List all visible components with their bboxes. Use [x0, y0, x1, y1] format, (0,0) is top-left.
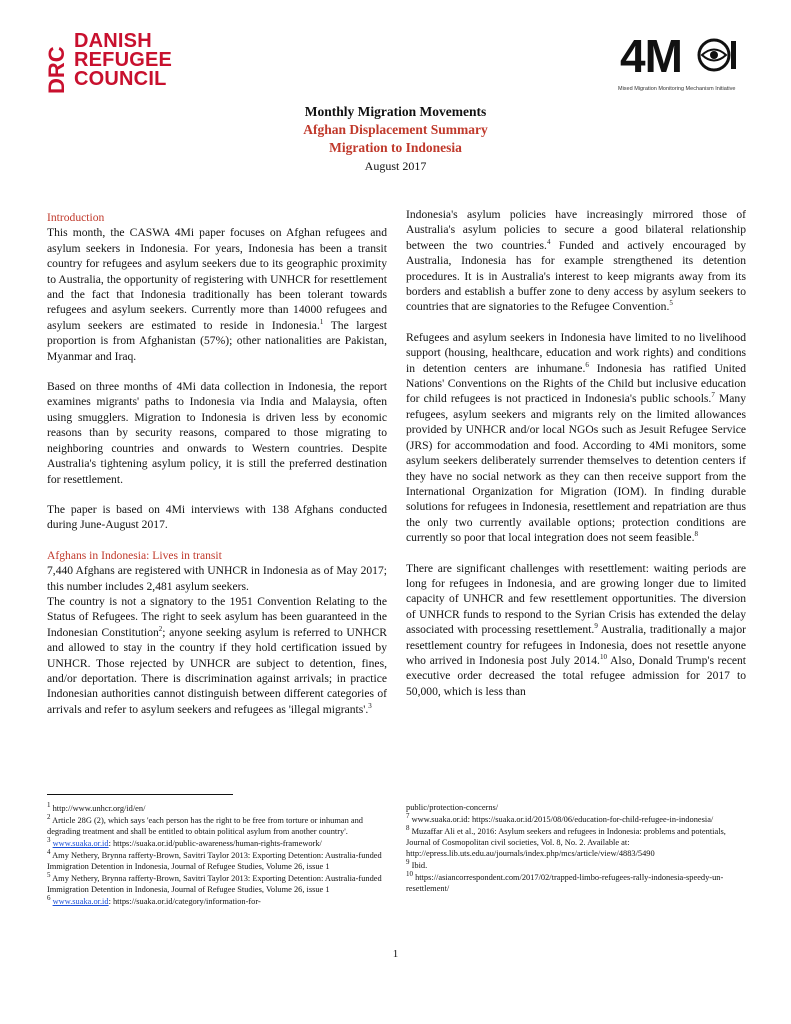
footnote-number: 10: [406, 870, 413, 879]
footnote: [47, 873, 387, 895]
footnote-ref: 1: [319, 317, 324, 326]
section2-paragraph-1: 7,440 Afghans are registered with UNHCR in Indonesia as of May 2017; this number includes 2,481 asylum seekers.: [47, 564, 387, 593]
right-paragraph-1: Indonesia's asylum policies have increasingly mirrored those of Australia's asylum policies to secure a good bilateral relationship between the two countries.$^4$ Funded and actively encouraged by Australia, Indonesia has for example strengthened its detention procedures. It is in Australia's interest to keep migrants away from its borders and establish a buffer zone to deny access by asylum seekers to countries that are signatories to the Refugee Convention.$^5$: [406, 208, 746, 314]
footnote-ref: 8: [694, 530, 698, 539]
footnote-ref: 2: [158, 624, 163, 633]
footnote-ref: 9: [594, 622, 598, 631]
footnote-text: : https://suaka.or.id/public-awareness/human-rights-framework/: [108, 839, 322, 848]
footnotes-left: [47, 803, 387, 908]
footnote-text: Amy Nethery, Brynna rafferty-Brown, Savitri Taylor 2013: Exporting Detention: Australia-funded Immigration Detention in Indonesia, Journal of Refugee Studies, Volume 26, issue 1: [47, 874, 382, 894]
footnote-ref: 3: [368, 701, 372, 710]
footnote-number: 2: [47, 813, 51, 822]
footnote-number: 1: [47, 801, 51, 810]
footnote-ref: 4: [546, 237, 551, 246]
section2-heading: Afghans in Indonesia: Lives in transit: [47, 548, 222, 562]
intro-paragraph-1: This month, the CASWA 4Mi paper focuses on Afghan refugees and asylum seekers in Indonesia. For years, Indonesia has been a transit country for refugees and asylum seekers due to its geographic proximity to Australia, the opportunity of registering with UNHCR for resettlement and the fact that Indonesia traditionally has been tolerant towards refugees and asylum seekers. Currently more than 14000 refugees and asylum seekers are estimated to reside in Indonesia.$^1$ The largest proportion is from Afghanistan (57%); other nationalities are Pakistan, Myanmar and Iraq.: [47, 226, 388, 363]
eye-icon: [692, 38, 742, 72]
footnote-ref: 5: [669, 299, 673, 308]
footnote-text: Amy Nethery, Brynna rafferty-Brown, Savitri Taylor 2013: Exporting Detention: Australia-funded Immigration Detention in Indonesia, Journal of Refugee Studies, Volume 26, issue 1: [47, 851, 382, 871]
footnote-ref: 6: [585, 360, 589, 369]
footnote-number: 4: [47, 848, 51, 857]
4mi-logo: [618, 28, 758, 98]
page-number: 1: [392, 948, 399, 960]
footnote-text: : https://suaka.or.id/category/information-for-: [108, 897, 261, 906]
intro-paragraph-2: Based on three months of 4Mi data collection in Indonesia, the report examines migrants' paths to Indonesia via India and Malaysia, often using smugglers. Migration to Indonesia is driven less by economic reasons than by security reasons, compared to those migrating to neighboring countries and onwards to Western countries. Despite Australia's tightening asylum policy, it is still the preferred destination for resettlement.: [47, 380, 387, 486]
title-block: [0, 103, 791, 175]
footnote-ref: 10: [599, 653, 607, 662]
footnote: [406, 802, 746, 813]
footnote: [406, 814, 746, 825]
footnote-number: 8: [406, 824, 410, 833]
footnotes-right: [406, 802, 746, 895]
svg-text:DRC: DRC: [44, 46, 69, 94]
section2-paragraph-2: The country is not a signatory to the 1951 Convention Relating to the Status of Refugees. The right to seek asylum has been guaranteed in the Indonesian Constitution$^2$; anyone seeking asylum is referred to UNHCR and allowed to stay in the country if they hold certification issued by UNHCR. Those rejected by UNHCR are subject to detention, fines, and/or deportation. There is discrimination against arrivals; in practice Indonesian authorities cannot distinguish between different categories of arrivals and refer to asylum seekers and refugees as 'illegal migrants'.$^3$: [47, 594, 387, 716]
footnote-text: www.suaka.or.id: https://suaka.or.id/2015/08/06/education-for-child-refugee-in-indonesia/: [409, 815, 714, 824]
footnote-link[interactable]: www.suaka.or.id: [52, 839, 109, 848]
footnote-text: Ibid.: [409, 861, 428, 870]
drc-name-line1: DANISH: [74, 30, 152, 52]
left-column: [47, 210, 387, 732]
footnote-number: 7: [406, 812, 410, 821]
footnote-text: public/protection-concerns/: [406, 803, 499, 812]
footnote: [47, 850, 387, 872]
intro-heading: Introduction: [47, 211, 105, 224]
drc-name-line3: COUNCIL: [74, 68, 167, 90]
footnote-ref: 7: [711, 391, 715, 400]
intro-paragraph-3: The paper is based on 4Mi interviews with 138 Afghans conducted during June-August 2017.: [47, 502, 387, 532]
footnote: [47, 815, 387, 837]
title-line1: Monthly Migration Movements: [304, 104, 487, 119]
footnote-number: 9: [406, 858, 410, 867]
footnote-link[interactable]: www.suaka.or.id: [52, 897, 109, 906]
footnote: [406, 826, 746, 859]
footnote-text: https://asiancorrespondent.com/2017/02/trapped-limbo-refugees-rally-indonesia-speedy-un-resettlement/: [406, 873, 724, 893]
report-date: August 2017: [364, 159, 427, 173]
title-line3: Migration to Indonesia: [329, 140, 462, 155]
4mi-tagline: Mixed Migration Monitoring Mechanism Initiative: [618, 86, 736, 92]
footnote: [47, 803, 387, 814]
footnote-number: 5: [47, 871, 51, 880]
footnote: [406, 860, 746, 871]
drc-name: [74, 32, 172, 89]
right-paragraph-3: There are significant challenges with resettlement: waiting periods are long for refugees in Indonesia, and are growing longer due to limited capacity of UNHCR and few resettlement opportunities. The diversion of UNHCR funds to respond to the Syrian Crisis has extended the delay associated with processing resettlement.$^9$ Australia, traditionally a major resettlement country for refugees in Indonesia, does not resettle anyone who arrived in Indonesia post July 2014.10 Also, Donald Trump's recent executive order decreased the total refugee admission for 2017 to 50,000, which is less than: [406, 561, 747, 698]
footnote-text: http://www.unhcr.org/id/en/: [50, 804, 146, 813]
4mi-logo-text: 4M: [620, 30, 682, 82]
footnote-rule: [47, 794, 233, 795]
footnote: [47, 896, 387, 907]
footnote-number: 3: [47, 836, 51, 845]
right-paragraph-2: Refugees and asylum seekers in Indonesia have limited to no livelihood support (housing, healthcare, education and work rights) and conditions in detention centers are inhumane.$^6$ Indonesia has ratified United Nations' Conventions on the Rights of the Child but inclusive education for child refugees is not practiced in Indonesia's public schools.$^7$ Many refugees, asylum seekers and migrants rely on the limited allowances provided by UNHCR and/or local NGOs such as Jesuit Refugee Service (JRS) for accommodation and food. According to 4Mi monitors, some asylum seekers deliberately surrender themselves to detention centers if they have no social network as they can then receive support from the International Organization for Migration (IOM). In finding durable solutions for refugees in Indonesia, resettlement and repatriation are thus the only two currently available options; protection conditions are currently so poor that local integration does not seem feasible.$^8$: [406, 330, 747, 545]
title-line2: Afghan Displacement Summary: [303, 122, 488, 137]
footnote: [406, 872, 746, 894]
footnote-number: 6: [47, 894, 51, 903]
footnote: [47, 838, 387, 849]
footnote-text: Article 28G (2), which says 'each person has the right to be free from torture or inhuman and degrading treatment and shall be entitled to obtain political asylum from another country'.: [47, 816, 363, 836]
footnote-text: Muzaffar Ali et al., 2016: Asylum seekers and refugees in Indonesia: problems and potentials, Journal of Cosmopolitan civil societies, Vol. 8, No. 2. Available at: http://epress.lib.uts.edu.au/journals/index.php/mcs/article/view/4883/5490: [406, 827, 726, 858]
drc-vertical-mark: [46, 32, 68, 96]
drc-name-line2: REFUGEE: [74, 49, 173, 71]
right-column: [406, 207, 746, 714]
